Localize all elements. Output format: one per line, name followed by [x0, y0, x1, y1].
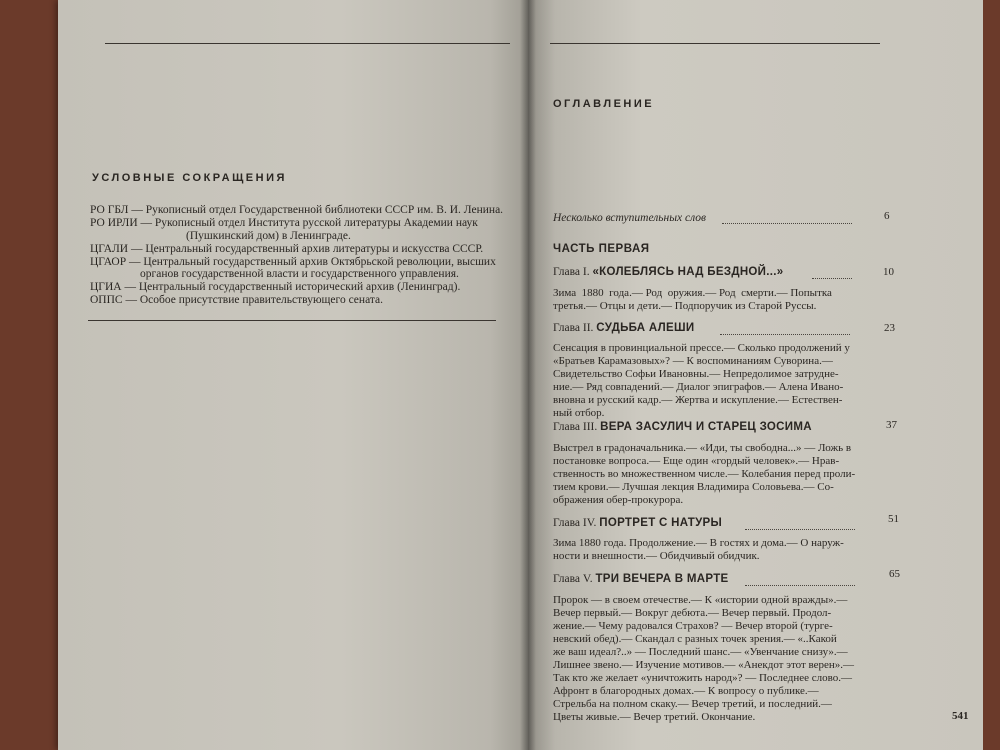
abbreviation-line: ЦГИА — Центральный государственный исторический архив (Ленинград).	[90, 281, 461, 293]
chapter-summary-line: Афронт в благородных домах.— К вопросу о публике.—	[553, 685, 819, 697]
left-bottom-rule	[88, 320, 496, 321]
chapter-heading	[553, 421, 812, 433]
chapter-summary-line: ображения обер-прокурора.	[553, 494, 684, 506]
chapter-summary-line: Так кто же желает «уничтожить народ»? — Последнее слово.—	[553, 672, 853, 684]
chapter-summary-line: ности и внешности.— Обидчивый обидчик.	[553, 550, 760, 562]
part-heading: ЧАСТЬ ПЕРВАЯ	[553, 243, 650, 255]
chapter-summary-line: постановке вопроса.— Еще один «гордый человек».— Нрав-	[553, 455, 840, 467]
chapter-title: ВЕРА ЗАСУЛИЧ И СТАРЕЦ ЗОСИМА	[600, 421, 812, 433]
chapter-prefix: Глава I.	[553, 266, 590, 278]
chapter-page: 23	[884, 322, 895, 334]
chapter-summary-line: Зима 1880 года. Продолжение.— В гостях и дома.— О наруж-	[553, 537, 844, 549]
abbreviation-line: РО ИРЛИ — Рукописный отдел Института русской литературы Академии наук	[90, 217, 478, 229]
abbreviations-title: УСЛОВНЫЕ СОКРАЩЕНИЯ	[92, 172, 287, 184]
chapter-page: 37	[886, 419, 897, 431]
abbreviation-line: (Пушкинский дом) в Ленинграде.	[186, 230, 351, 242]
chapter-summary-line: ние.— Ряд совпадений.— Диалог эпиграфов.— Алена Ивано-	[553, 381, 844, 393]
chapter-prefix: Глава III.	[553, 421, 598, 433]
chapter-summary-line: вновна и русский кадр.— Жертва и искупление.— Естествен-	[553, 394, 843, 406]
chapter-summary-line: Вечер первый.— Вокруг дебюта.— Вечер первый. Продол-	[553, 607, 832, 619]
chapter-page: 51	[888, 513, 899, 525]
abbreviation-line: ЦГАОР — Центральный государственный архив Октябрьской революции, высших	[90, 256, 496, 268]
toc-intro-page: 6	[884, 210, 890, 222]
chapter-page: 10	[883, 266, 894, 278]
book-spine	[520, 0, 536, 750]
chapter-summary-line: Зима 1880 года.— Род оружия.— Род смерти.— Попытка	[553, 287, 832, 299]
left-top-rule	[105, 43, 510, 44]
right-top-rule	[550, 43, 880, 44]
abbreviation-line: ЦГАЛИ — Центральный государственный архив литературы и искусства СССР.	[90, 243, 484, 255]
chapter-heading	[553, 573, 729, 585]
chapter-summary-line: же ваш идеал?..» — Последний шанс.— «Увенчание снизу».—	[553, 646, 848, 658]
chapter-summary-line: тием крови.— Лучшая лекция Владимира Соловьева.— Со-	[553, 481, 834, 493]
chapter-summary-line: Лишнее звено.— Изучение мотивов.— «Анекдот этот верен».—	[553, 659, 855, 671]
chapter-title: СУДЬБА АЛЕШИ	[596, 322, 695, 334]
chapter-summary-line: невский обед).— Скандал с разных точек зрения.— «..Какой	[553, 633, 837, 645]
abbreviation-line: РО ГБЛ — Рукописный отдел Государственной библиотеки СССР им. В. И. Ленина.	[90, 204, 504, 216]
chapter-summary-line: Выстрел в градоначальника.— «Иди, ты свободна...» — Ложь в	[553, 442, 852, 454]
left-page	[58, 0, 528, 750]
abbreviation-line: органов государственной власти и государственного управления.	[140, 268, 459, 280]
leader-dots	[812, 278, 852, 279]
contents-title: ОГЛАВЛЕНИЕ	[553, 98, 655, 110]
chapter-prefix: Глава V.	[553, 573, 593, 585]
chapter-summary-line: Пророк — в своем отечестве.— К «истории одной вражды».—	[553, 594, 848, 606]
chapter-prefix: Глава II.	[553, 322, 594, 334]
leader-dots	[745, 585, 855, 586]
chapter-prefix: Глава IV.	[553, 517, 597, 529]
chapter-summary-line: жение.— Чему радовался Страхов? — Вечер второй (турге-	[553, 620, 833, 632]
chapter-title: ТРИ ВЕЧЕРА В МАРТЕ	[595, 573, 729, 585]
chapter-summary-line: «Братьев Карамазовых»? — К воспоминаниям Суворина.—	[553, 355, 833, 367]
leader-dots	[722, 223, 852, 224]
chapter-heading	[553, 266, 783, 278]
leader-dots	[720, 334, 850, 335]
chapter-summary-line: ный отбор.	[553, 407, 605, 419]
chapter-summary-line: ственность во множественном числе.— Колебания перед проли-	[553, 468, 856, 480]
chapter-summary-line: третья.— Отцы и дети.— Подпоручик из Старой Руссы.	[553, 300, 817, 312]
chapter-page: 65	[889, 568, 900, 580]
chapter-heading	[553, 517, 722, 529]
chapter-summary-line: Стрельба на полном скаку.— Вечер третий, и последний.—	[553, 698, 832, 710]
toc-intro-label: Несколько вступительных слов	[553, 212, 706, 224]
chapter-summary-line: Сенсация в провинциальной прессе.— Сколько продолжений у	[553, 342, 850, 354]
chapter-summary-line: Свидетельство Софьи Ивановны.— Непредолимое затрудне-	[553, 368, 839, 380]
page-number: 541	[952, 710, 969, 722]
abbreviation-line: ОППС — Особое присутствие правительствующего сената.	[90, 294, 384, 306]
leader-dots	[745, 529, 855, 530]
chapter-summary-line: Цветы живые.— Вечер третий. Окончание.	[553, 711, 756, 723]
chapter-title: ПОРТРЕТ С НАТУРЫ	[599, 517, 723, 529]
chapter-heading	[553, 322, 694, 334]
chapter-title: «КОЛЕБЛЯСЬ НАД БЕЗДНОЙ...»	[592, 266, 784, 278]
